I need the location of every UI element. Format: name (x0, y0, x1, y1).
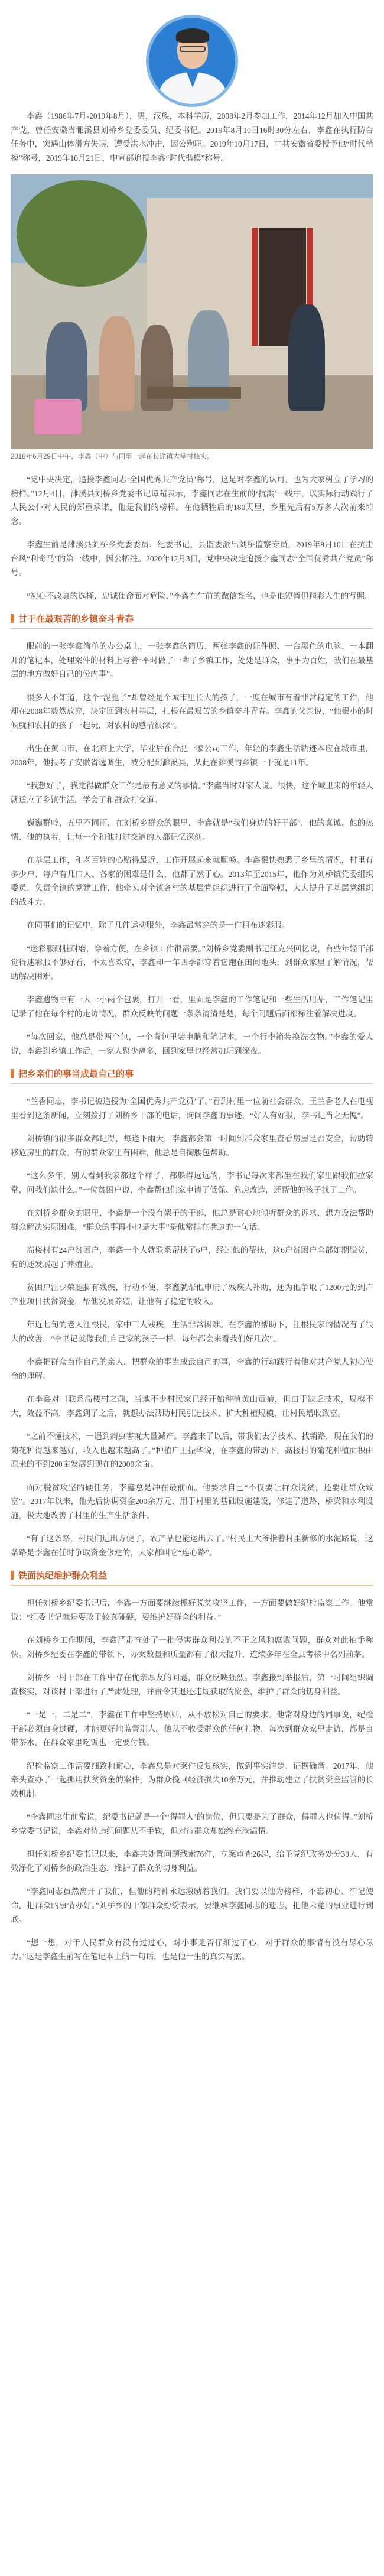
body-paragraph: “这么多年，别人看到我家都这个样子，都躲得远远的，李书记每次来都坐在我们家里跟我们拉家常，问我们缺什么。”一位贫困户说，李鑫帮他们家申请了低保、危房改造，还帮他的孩子找了工作。 (11, 1171, 373, 1194)
body-paragraph: 在基层工作，和老百姓的心贴得最近，工作开展起来就顺畅。李鑫很快熟悉了乡里的情况，村里有多少户、每户有几口人、各家的困难是什么，他都了然于心。2013年至2015年，他作为刘桥镇党委组织委员，负责全镇的党建工作，他牵头对全镇各村的基层党组织进行了全面整顿，大大提升了基层党组织的战斗力。 (11, 856, 373, 907)
body-paragraph: 李鑫遗物中有一大一小两个包裹，打开一看，里面是李鑫的工作笔记和一些生活用品，工作笔记里记录了他在每个村的走访情况，群众反映的问题一条条清清楚楚，每个问题后面都标注着解决进度。 (11, 995, 373, 1018)
article-content (0, 109, 384, 1964)
header-avatar-area (0, 0, 384, 109)
section-bar-icon (11, 1571, 14, 1580)
body-paragraph: “迷彩服耐脏耐磨，穿着方便，在乡镇工作很需要。”刘桥乡党委副书记汪克兴回忆说，有些年轻干部觉得迷彩服不够好看，不太喜欢穿，李鑫却一年四季都穿着它跑在田间地头，到群众家里了解情况，帮助解决困难。 (11, 944, 373, 981)
body-paragraph: 年近七旬的老人汪根民，家中三人残疾，生活非常困难。在李鑫的帮助下，汪根民家的情况有了很大的改善，“李书记就像我们自己家的孩子一样，每年都会来看我们好几次”。 (11, 1320, 373, 1343)
body-paragraph: 出生在黄山市，在北京上大学，毕业后在合肥一家公司工作，年轻的李鑫生活轨迹本应在城市里，2008年，他报考了安徽省选调生，被分配到濉溪县，从此在濉溪的乡镇一干就是11年。 (11, 744, 373, 767)
body-paragraph: “初心不改真的选择，忠诚使命面对危险，”李鑫在生前的微信签名，也是他短暂但精彩人生的写照。 (27, 591, 373, 600)
body-paragraph: 很多人不知道，这个“泥腿子”却曾经是个城市里长大的孩子，一度在城市有着非常稳定的工作，他却在2008年毅然放弃，决定回到农村基层，扎根在最艰苦的乡镇奋斗青春。李鑫的父亲说，“他很小的时候就和农村的孩子一起玩，对农村的感情很深”。 (11, 693, 373, 730)
body-paragraph: “我想好了，我觉得做群众工作是最有意义的事情。”李鑫当时对家人说。很快，这个城里来的年轻人就适应了乡镇生活，学会了和群众打交道。 (11, 781, 373, 804)
body-paragraph: “一是一，二是二”，李鑫在工作中坚持原则，从不放松对自己的要求。他常对身边的同事说，纪检干部必须自身过硬，才能更好地监督别人。他从不收受群众的任何礼物，每次到群众家里走访，都是自带茶水，在群众家里吃饭也一定要付钱。 (11, 1710, 373, 1747)
body-paragraph: 刘桥镇的很多群众都记得，每逢下雨天，李鑫都会第一时间到群众家里查看房屋是否安全，帮助转移危房里的群众。有的群众家里有困难，他总是自掏腰包帮助。 (11, 1134, 373, 1157)
body-paragraph: “李鑫同志虽然离开了我们，但他的精神永远激励着我们。我们要以他为榜样，不忘初心、牢记使命，把群众的事情办好。”刘桥乡的干部群众纷纷表示，要继承李鑫同志的遗志，把他未竟的事业进行到底。 (11, 1887, 373, 1924)
section-bar-icon (11, 614, 14, 623)
body-paragraph: 在刘桥乡群众的眼里，李鑫是一个没有架子的干部，他总是耐心地倾听群众的诉求，想方设法帮助群众解决实际困难，“群众的事再小也是大事”是他常挂在嘴边的一句话。 (11, 1209, 373, 1232)
news-photo (11, 174, 373, 449)
body-paragraph: 刘桥乡一村干部在工作中存在优亲厚友的问题，群众反映强烈。李鑫接到举报后，第一时间组织调查核实，对该村干部进行了严肃处理，并责令其退还违规获取的资金，维护了群众的切身利益。 (11, 1673, 373, 1696)
body-paragraph: “李鑫同志生前常说，纪委书记就是一个‘得罪人’的岗位，但只要是为了群众，得罪人也值得。”刘桥乡党委书记说，李鑫对待违纪问题从不手软，但对待群众却始终充满温情。 (11, 1812, 373, 1836)
section-bar-icon (11, 1069, 14, 1078)
body-paragraph: 纪检监察工作需要细致和耐心，李鑫总是对案件反复核实，做到事实清楚、证据确凿。2017年，他牵头查办了一起挪用扶贫资金的案件，为群众挽回经济损失10余万元，并推动建立了扶贫资金监管的长效机制。 (11, 1761, 373, 1798)
intro-paragraph: 李鑫（1986年7月-2019年8月），男，汉族，本科学历，2008年2月参加工作，2014年12月加入中国共产党，曾任安徽省濉溪县刘桥乡党委委员、纪委书记。2019年8月10日16时30分左右，李鑫在执行防台任务中，突遇山体滑方失误，遭受洪水冲击，因公殉职。2019年10月17日，中共安徽省委授予他“时代楷模”称号，2019年10月21日，中宣部追授李鑫“时代楷模”称号。 (11, 112, 373, 163)
body-paragraph: 高楼村有24户贫困户，李鑫一个人就联系帮扶了6户，经过他的帮扶，这6户贫困户全部如期脱贫，有的还发展起了养殖业。 (11, 1246, 373, 1269)
section-heading-2: 把乡亲们的事当成最自己的事 (11, 1067, 373, 1084)
body-paragraph: 李鑫把群众当作自己的亲人，把群众的事当成最自己的事，李鑫的行动践行着他对共产党人初心使命的理解。 (11, 1357, 373, 1380)
body-paragraph: 面对脱贫攻坚的硬任务，李鑫总是冲在最前面。他要求自己“不仅要让群众脱贫，还要让群众致富”。2017年以来，他先后协调资金200余万元，用于村里的基础设施建设，修建了道路、桥梁和水利设施，极大地改善了村里的生产生活条件。 (11, 1483, 373, 1520)
body-paragraph: 李鑫生前是濉溪县刘桥乡党委委员、纪委书记，县监委派出刘桥监察专员，2019年8月10日在抗击台风“利奇马”的第一线中，因公牺牲。2020年12月3日，党中央决定追授李鑫同志“全国优秀共产党员”称号。 (11, 540, 373, 577)
body-paragraph: 担任刘桥乡纪委书记以来，李鑫共处置问题线索76件，立案审查26起，给予党纪政务处分30人，有效净化了刘桥乡的政治生态，维护了群众的切身利益。 (11, 1850, 373, 1873)
body-paragraph: 贫困户汪少荣腿脚有残疾，行动不便，李鑫就帮他申请了残疾人补助，还为他争取了1200元的到户产业项目扶贫资金，帮他发展养殖，让他有了稳定的收入。 (11, 1283, 373, 1306)
body-paragraph: “每次回家，他总是带两个包，一个背包里装电脑和笔记本，一个行李箱装换洗衣物。”李鑫的爱人说，李鑫到乡镇工作后，一家人聚少离多，回到家里也经常加班到深夜。 (11, 1032, 373, 1055)
body-paragraph: 巍巍群岭，五里不同雨，在刘桥乡群众的眼里，李鑫就是“我们身边的好干部”，他的真诚、他的热情、他的执着，让每一个和他打过交道的人都记忆深刻。 (11, 818, 373, 842)
body-paragraph: 眼前的一张李鑫简单的办公桌上，一张李鑫的简历、两张李鑫的证件照、一台黑色的电脑、一本翻开的笔记本，处理案件的材料上写着“平时做了一辈子乡镇工作，处处是群众，事事为百姓，我们在最基层的地方做好自己的份内事”。 (11, 642, 373, 678)
section-heading-3: 铁面执纪维护群众利益 (11, 1569, 373, 1586)
body-paragraph: “想一想，对于人民群众有没有过过心，对小事是否仔细过了心，对于群众的事情有没有尽心尽力。”这是李鑫生前写在笔记本上的一句话，也是他一生的真实写照。 (11, 1938, 373, 1961)
section-heading-1: 甘于在最艰苦的乡镇奋斗青春 (11, 612, 373, 629)
photo-caption: 2018年6月29日中午，李鑫（中）与同事一起在长途镇大堂村核实。 (11, 453, 214, 460)
body-paragraph: 在同事们的记忆中，除了几件运动服外，李鑫最常穿的是一件粗布迷彩服。 (27, 921, 290, 930)
body-paragraph: “兰香同志，李书记被追授为‘全国优秀共产党员’了。”看到村里一位前社会群众，王兰香老人在电视里看到这条新闻，立刻拨打了刘桥乡干部的电话，询问李鑫的事迹，“好人有好报，李书记当之无愧”。 (11, 1097, 373, 1120)
body-paragraph: “党中央决定，追授李鑫同志‘全国优秀共产党员’称号，这是对李鑫的认可，也为大家树立了学习的榜样。”12月4日，濉溪县刘桥乡党委书记谭超表示，李鑫同志在生前的‘抗洪’一线中，以实际行动践行了人民公仆对人民的郑重承诺，他是我们的榜样。在他牺牲后的180天里，乡里先后有5万多人次前来悼念。 (11, 475, 373, 526)
body-paragraph: 担任刘桥乡纪委书记后，李鑫一方面要继续抓好脱贫攻坚工作，一方面要做好纪检监察工作。他常说：“纪委书记就是要敢于较真碰硬，要维护好群众的利益。” (11, 1599, 373, 1622)
body-paragraph: “有了这条路，村民们进出方便了，农产品也能运出去了。”村民王大爷指着村里新修的水泥路说，这条路是李鑫在任时争取资金修建的，大家都叫它“连心路”。 (11, 1534, 373, 1557)
body-paragraph: 在刘桥乡工作期间，李鑫严肃查处了一批侵害群众利益的不正之风和腐败问题，群众对此拍手称快。刘桥乡纪委在李鑫的带领下，办案数量和质量都有了很大提升，连续多年在全县考核中名列前茅。 (11, 1636, 373, 1659)
body-paragraph: 在李鑫对口联系高楼村之前，当地不少村民家已经开始种植黄山贡菊，但由于缺乏技术，规模不大，效益不高，李鑫到了之后，就想办法帮助村民引进技术、扩大种植规模，让村民增收致富。 (11, 1395, 373, 1418)
body-paragraph: “之前不懂技术，一遇到病虫害就大量减产。李鑫来了以后，带我们去学技术、找销路，现在我们的菊花种得越来越好，收入也越来越高了。”种植户王振华说，在李鑫的带动下，高楼村的菊花种植面积由原来的不到200亩发展到现在的2000余亩。 (11, 1432, 373, 1469)
portrait-avatar (146, 15, 238, 107)
